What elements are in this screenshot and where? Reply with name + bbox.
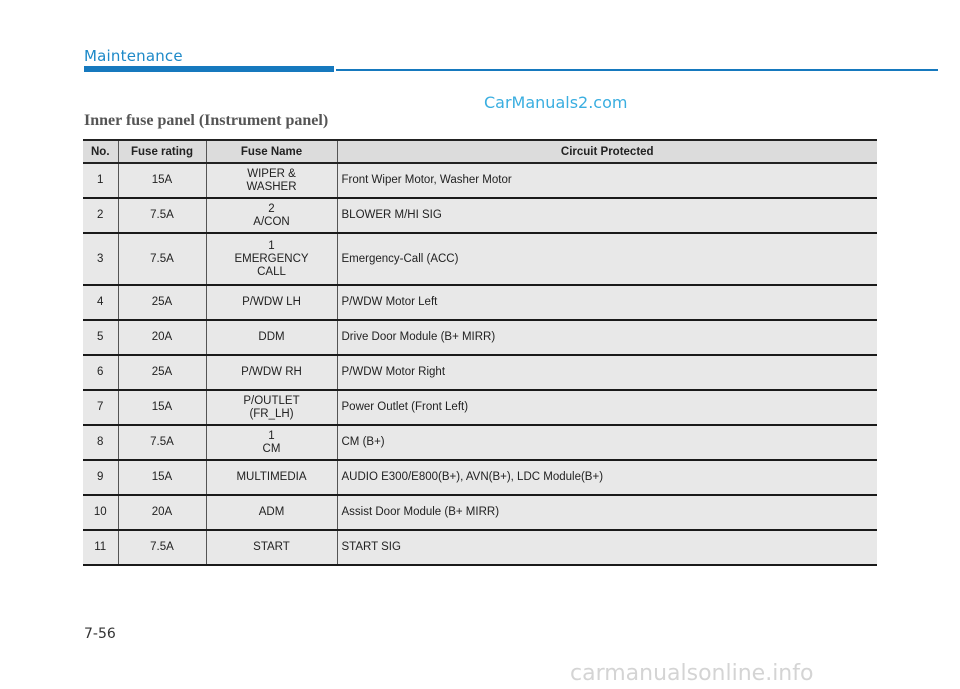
cell-rating: 15A [118,460,206,495]
cell-rating: 7.5A [118,530,206,565]
cell-circuit: P/WDW Motor Right [337,355,877,390]
cell-no: 7 [97,401,104,413]
table-header-row [83,140,877,163]
cell-rating: 7.5A [118,233,206,285]
section-title: Maintenance [84,47,183,65]
cell-no: 3 [97,252,104,265]
table-row [83,163,877,198]
header-rule-thick [84,66,334,72]
table-row [83,530,877,565]
table-row [83,355,877,390]
cell-rating: 25A [118,355,206,390]
cell-no: 2 [97,209,104,221]
fuse-table [83,139,877,566]
table-row [83,320,877,355]
cell-rating: 7.5A [118,198,206,233]
table-row [83,233,877,285]
cell-no: 5 [97,331,104,343]
table-row [83,198,877,233]
table-row [83,285,877,320]
table-row [83,495,877,530]
col-header-no: No. [90,145,110,158]
cell-no: 9 [97,471,104,483]
cell-name: START [206,530,337,565]
table-row [83,460,877,495]
cell-name: 1 EMERGENCY CALL [206,233,337,285]
page-number: 7-56 [84,626,116,642]
table-row [83,390,877,425]
cell-circuit: Emergency-Call (ACC) [337,233,877,285]
cell-name: P/OUTLET (FR_LH) [206,390,337,425]
cell-name: 1 CM [206,425,337,460]
cell-rating: 25A [118,285,206,320]
cell-rating: 20A [118,320,206,355]
cell-no: 6 [97,366,104,378]
cell-circuit: Front Wiper Motor, Washer Motor [337,163,877,198]
cell-circuit: Power Outlet (Front Left) [337,390,877,425]
cell-name: P/WDW RH [206,355,337,390]
page-heading: Inner fuse panel (Instrument panel) [84,112,329,129]
cell-circuit: Drive Door Module (B+ MIRR) [337,320,877,355]
table-row [83,425,877,460]
cell-circuit: CM (B+) [337,425,877,460]
col-header-rating: Fuse rating [118,140,206,163]
cell-no: 4 [97,296,104,308]
cell-no: 11 [94,541,107,553]
watermark-bottom: carmanualsonline.info [570,661,814,686]
cell-rating: 20A [118,495,206,530]
cell-rating: 15A [118,390,206,425]
cell-circuit: AUDIO E300/E800(B+), AVN(B+), LDC Module(B+) [337,460,877,495]
col-header-circuit: Circuit Protected [337,140,877,163]
cell-circuit: START SIG [337,530,877,565]
cell-name: ADM [206,495,337,530]
cell-circuit: P/WDW Motor Left [337,285,877,320]
cell-no: 8 [97,436,104,448]
cell-name: 2 A/CON [206,198,337,233]
cell-no: 10 [93,506,107,518]
col-header-name: Fuse Name [206,140,337,163]
cell-circuit: Assist Door Module (B+ MIRR) [337,495,877,530]
cell-rating: 7.5A [118,425,206,460]
cell-name: DDM [206,320,337,355]
watermark-top: CarManuals2.com [484,93,628,112]
cell-name: WIPER & WASHER [206,163,337,198]
cell-no: 1 [97,174,104,186]
cell-name: P/WDW LH [206,285,337,320]
cell-rating: 15A [118,163,206,198]
cell-circuit: BLOWER M/HI SIG [337,198,877,233]
header-rule-thin [336,69,938,71]
cell-name: MULTIMEDIA [206,460,337,495]
